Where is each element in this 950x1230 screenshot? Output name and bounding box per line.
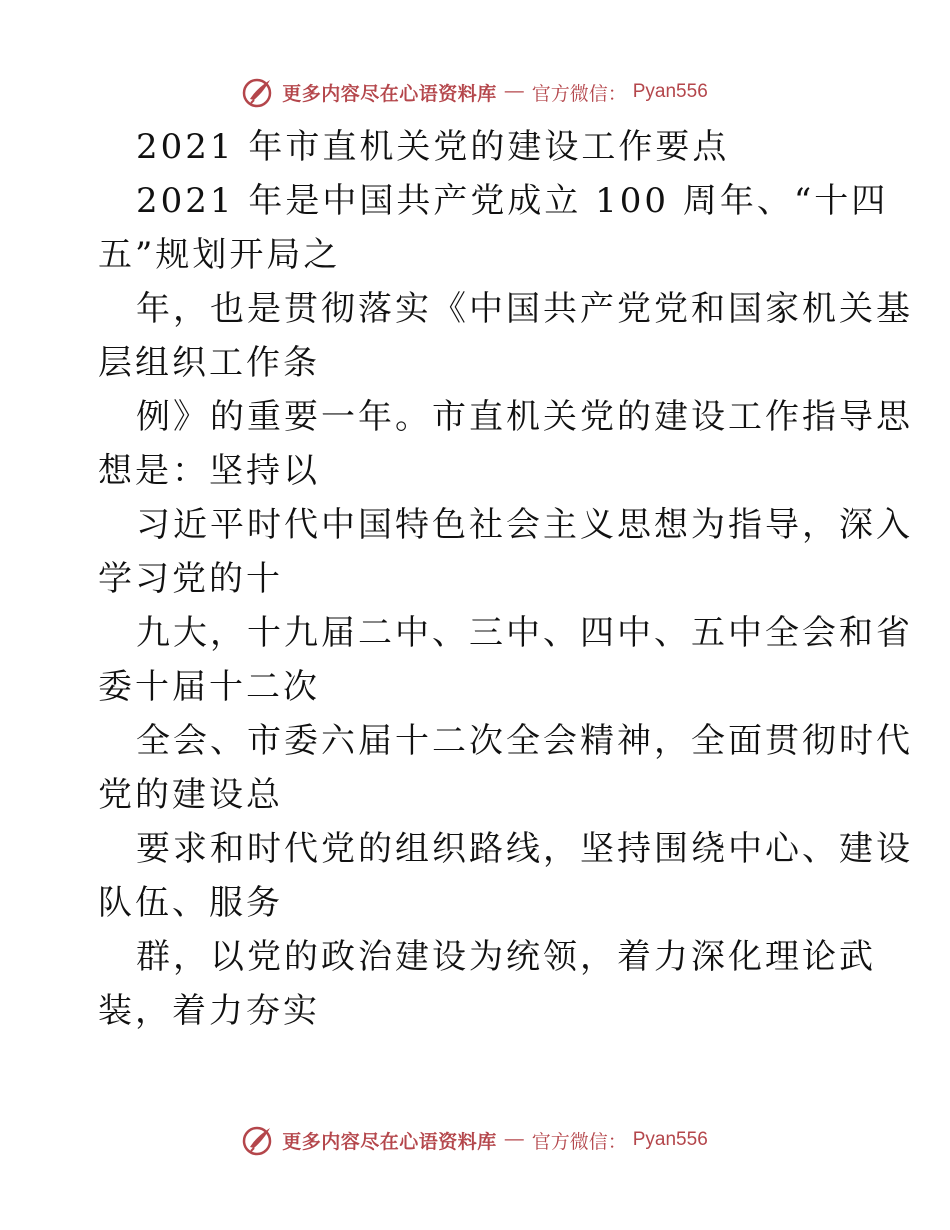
document-line: 装，着力夯实 (98, 991, 320, 1031)
document-line: 年，也是贯彻落实《中国共产党党和国家机关基 (136, 289, 913, 329)
document-line: 队伍、服务 (98, 883, 283, 923)
pen-logo-icon (242, 75, 276, 109)
document-line: 想是：坚持以 (98, 451, 320, 491)
document-line: 2021 年市直机关党的建设工作要点 (136, 127, 730, 167)
document-line: 全会、市委六届十二次全会精神，全面贯彻时代 (136, 721, 913, 761)
document-line: 委十届十二次 (98, 667, 320, 707)
banner-label: 官方微信： (531, 82, 627, 105)
document-line: 要求和时代党的组织路线，坚持围绕中心、建设 (136, 829, 913, 869)
banner-title: 更多内容尽在心语资料库 (282, 82, 497, 105)
document-line: 党的建设总 (98, 775, 283, 815)
banner-content (242, 75, 708, 109)
banner-wechat-id: Pyan556 (632, 81, 708, 102)
banner-content (242, 1123, 708, 1157)
banner-wechat-id: Pyan556 (632, 1129, 708, 1150)
banner-title: 更多内容尽在心语资料库 (282, 1130, 497, 1153)
document-line: 九大，十九届二中、三中、四中、五中全会和省 (136, 613, 913, 653)
document-line: 2021 年是中国共产党成立 100 周年、“十四 (136, 181, 889, 221)
footer-banner (0, 1118, 950, 1162)
document-line: 习近平时代中国特色社会主义思想为指导，深入 (136, 505, 913, 545)
document-line: 五”规划开局之 (98, 235, 341, 275)
banner-dash: — (504, 81, 524, 102)
document-line: 层组织工作条 (98, 343, 320, 383)
document-line: 学习党的十 (98, 559, 283, 599)
document-line: 群，以党的政治建设为统领，着力深化理论武 (136, 937, 876, 977)
banner-label: 官方微信： (531, 1130, 627, 1153)
document-line: 例》的重要一年。市直机关党的建设工作指导思 (136, 397, 913, 437)
header-banner (0, 70, 950, 114)
banner-dash: — (504, 1129, 524, 1150)
pen-logo-icon (242, 1123, 276, 1157)
document-body (98, 120, 913, 1038)
